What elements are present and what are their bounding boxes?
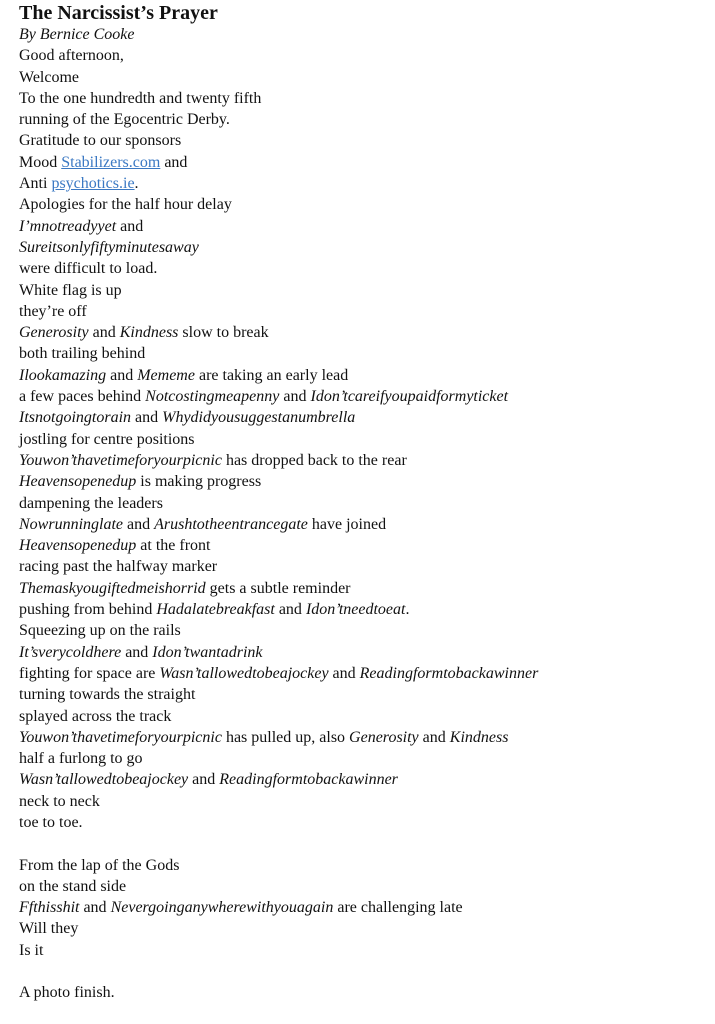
- poem-line: [19, 769, 709, 790]
- poem-line: [19, 301, 709, 322]
- poem-line: [19, 535, 709, 556]
- line-text: and: [121, 643, 153, 661]
- line-text: gets a subtle reminder: [205, 579, 351, 597]
- horse-name: Kindness: [119, 324, 179, 342]
- line-text: are taking an early lead: [194, 366, 349, 384]
- horse-name: Arushtotheentrancegate: [154, 515, 308, 533]
- line-text: pushing from behind: [19, 601, 157, 619]
- poem-line: [19, 67, 709, 88]
- horse-name: Ilookamazing: [19, 366, 107, 384]
- line-text: A photo finish.: [19, 984, 115, 1002]
- poem-line: [19, 130, 709, 151]
- line-text: both trailing behind: [19, 345, 146, 363]
- line-text: and: [274, 601, 306, 619]
- line-text: and: [131, 409, 163, 427]
- horse-name: Idon’tcareifyoupaidformyticket: [310, 388, 509, 406]
- horse-name: Sureitsonlyfiftyminutesaway: [19, 238, 199, 256]
- line-text: Apologies for the half hour delay: [19, 196, 232, 214]
- line-text: and: [160, 153, 188, 171]
- line-text: half a furlong to go: [19, 750, 143, 768]
- line-text: Anti: [19, 175, 52, 193]
- line-text: neck to neck: [19, 792, 100, 810]
- poem-line: [19, 322, 709, 343]
- stanza-break: [19, 961, 709, 982]
- line-text: and: [123, 515, 155, 533]
- poem-line: [19, 663, 709, 684]
- poem-line: [19, 855, 709, 876]
- horse-name: Ffthisshit: [19, 899, 80, 917]
- poem-line: [19, 642, 709, 663]
- horse-name: It’sverycoldhere: [19, 643, 122, 661]
- horse-name: Youwon’thavetimeforyourpicnic: [19, 451, 222, 469]
- poem-byline: By Bernice Cooke: [19, 26, 135, 43]
- line-text: To the one hundredth and twenty fifth: [19, 89, 262, 107]
- poem-line: [19, 343, 709, 364]
- poem-line: [19, 471, 709, 492]
- horse-name: I’mnotreadyyet: [19, 217, 117, 235]
- line-text: splayed across the track: [19, 707, 172, 725]
- poem-line: [19, 876, 709, 897]
- horse-name: Mememe: [137, 366, 195, 384]
- line-text: they’re off: [19, 302, 87, 320]
- horse-name: Generosity: [19, 324, 89, 342]
- poem-line: [19, 578, 709, 599]
- poem-line: [19, 109, 709, 130]
- poem-title: The Narcissist’s Prayer: [19, 2, 218, 24]
- poem-body: [19, 45, 709, 1003]
- poem-line: [19, 280, 709, 301]
- line-text: dampening the leaders: [19, 494, 163, 512]
- line-text: .: [405, 601, 410, 619]
- poem-line: [19, 812, 709, 833]
- line-text: racing past the halfway marker: [19, 558, 218, 576]
- line-text: Welcome: [19, 68, 80, 86]
- poem-line: [19, 706, 709, 727]
- line-text: and: [88, 324, 120, 342]
- line-text: and: [106, 366, 138, 384]
- line-text: fighting for space are: [19, 664, 160, 682]
- poem-line: [19, 556, 709, 577]
- horse-name: Idon’twantadrink: [152, 643, 263, 661]
- line-text: .: [134, 175, 139, 193]
- poem-line: [19, 982, 709, 1003]
- poem-line: [19, 918, 709, 939]
- line-text: toe to toe.: [19, 813, 83, 831]
- poem-line: [19, 194, 709, 215]
- line-text: and: [418, 728, 450, 746]
- line-text: Mood: [19, 153, 62, 171]
- poem-line: [19, 365, 709, 386]
- horse-name: Themaskyougiftedmeishorrid: [19, 579, 206, 597]
- line-text: and: [116, 217, 144, 235]
- line-text: at the front: [136, 537, 211, 555]
- line-text: has dropped back to the rear: [221, 451, 407, 469]
- poem-line: [19, 493, 709, 514]
- horse-name: Nevergoinganywherewithyouagain: [110, 899, 334, 917]
- poem-line: [19, 407, 709, 428]
- horse-name: Nowrunninglate: [19, 515, 124, 533]
- poem-line: [19, 897, 709, 918]
- line-text: is making progress: [136, 473, 262, 491]
- horse-name: Readingformtobackawinner: [219, 771, 398, 789]
- poem-line: [19, 791, 709, 812]
- line-text: Gratitude to our sponsors: [19, 132, 182, 150]
- poem-line: [19, 429, 709, 450]
- line-text: Will they: [19, 920, 79, 938]
- horse-name: Generosity: [349, 728, 419, 746]
- poem-line: [19, 514, 709, 535]
- horse-name: Youwon’thavetimeforyourpicnic: [19, 728, 222, 746]
- poem-line: [19, 152, 709, 173]
- horse-name: Heavensopenedup: [19, 473, 137, 491]
- sponsor-link[interactable]: psychotics.ie: [51, 175, 135, 193]
- poem-line: [19, 88, 709, 109]
- line-text: White flag is up: [19, 281, 122, 299]
- poem-line: [19, 237, 709, 258]
- poem-line: [19, 258, 709, 279]
- stanza-break: [19, 833, 709, 854]
- poem-line: [19, 45, 709, 66]
- line-text: has pulled up, also: [221, 728, 350, 746]
- horse-name: Kindness: [449, 728, 509, 746]
- horse-name: Itsnotgoingtorain: [19, 409, 132, 427]
- poem-line: [19, 727, 709, 748]
- sponsor-link[interactable]: Stabilizers.com: [61, 153, 161, 171]
- horse-name: Notcostingmeapenny: [145, 388, 280, 406]
- line-text: and: [188, 771, 220, 789]
- line-text: Squeezing up on the rails: [19, 622, 181, 640]
- poem-line: [19, 173, 709, 194]
- horse-name: Wasn’tallowedtobeajockey: [159, 664, 329, 682]
- horse-name: Wasn’tallowedtobeajockey: [19, 771, 189, 789]
- line-text: on the stand side: [19, 877, 127, 895]
- poem-page: [19, 2, 709, 1004]
- line-text: have joined: [307, 515, 387, 533]
- line-text: and: [328, 664, 360, 682]
- line-text: and: [279, 388, 311, 406]
- poem-line: [19, 216, 709, 237]
- poem-line: [19, 386, 709, 407]
- poem-line: [19, 450, 709, 471]
- line-text: a few paces behind: [19, 388, 146, 406]
- horse-name: Idon’tneedtoeat: [305, 601, 406, 619]
- poem-line: [19, 684, 709, 705]
- horse-name: Readingformtobackawinner: [359, 664, 539, 682]
- line-text: and: [79, 899, 111, 917]
- line-text: Good afternoon,: [19, 47, 124, 65]
- poem-line: [19, 599, 709, 620]
- line-text: jostling for centre positions: [19, 430, 195, 448]
- line-text: were difficult to load.: [19, 260, 158, 278]
- poem-line: [19, 620, 709, 641]
- horse-name: Whydidyousuggestanumbrella: [162, 409, 356, 427]
- poem-line: [19, 748, 709, 769]
- horse-name: Heavensopenedup: [19, 537, 137, 555]
- poem-line: [19, 940, 709, 961]
- line-text: From the lap of the Gods: [19, 856, 180, 874]
- horse-name: Hadalatebreakfast: [156, 601, 275, 619]
- line-text: slow to break: [178, 324, 269, 342]
- line-text: Is it: [19, 941, 44, 959]
- line-text: running of the Egocentric Derby.: [19, 111, 230, 129]
- line-text: turning towards the straight: [19, 686, 196, 704]
- line-text: are challenging late: [333, 899, 463, 917]
